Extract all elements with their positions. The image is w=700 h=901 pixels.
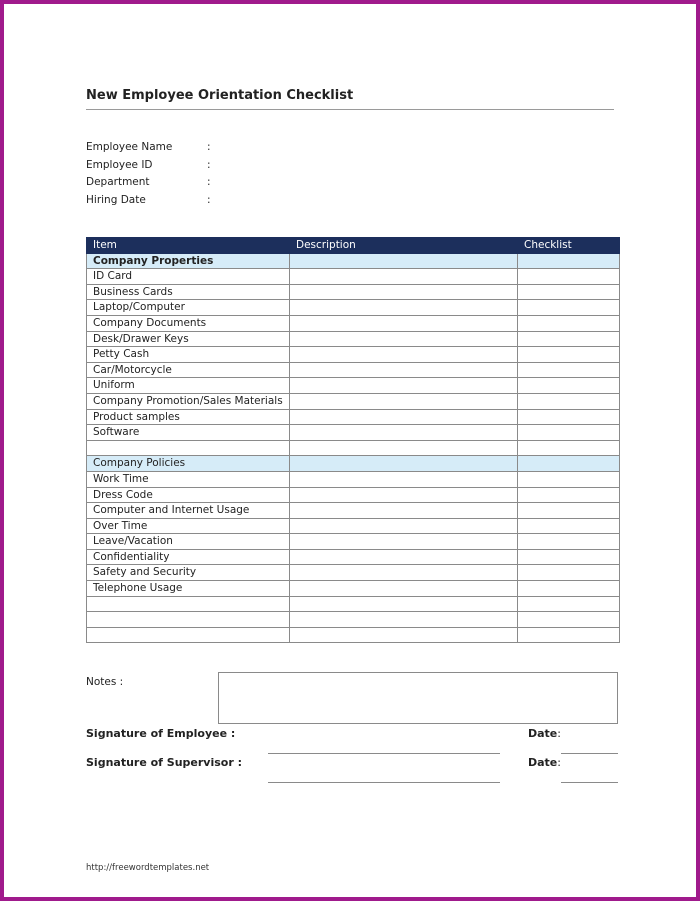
item-cell: Dress Code <box>87 487 290 503</box>
item-cell: ID Card <box>87 269 290 285</box>
item-cell: Business Cards <box>87 284 290 300</box>
item-cell: Desk/Drawer Keys <box>87 331 290 347</box>
item-cell: Company Promotion/Sales Materials <box>87 393 290 409</box>
date-colon: : <box>557 756 561 769</box>
item-cell: Company Documents <box>87 315 290 331</box>
supervisor-signature-label: Signature of Supervisor : <box>86 756 243 769</box>
date-colon: : <box>557 727 561 740</box>
employee-info-colon: : <box>207 158 211 171</box>
item-cell: Telephone Usage <box>87 581 290 597</box>
employee-info-label: Department <box>86 176 150 188</box>
page-title: New Employee Orientation Checklist <box>86 88 354 103</box>
item-cell: Laptop/Computer <box>87 300 290 316</box>
item-cell: Uniform <box>87 378 290 394</box>
header-checklist: Checklist <box>518 238 620 254</box>
item-cell: Computer and Internet Usage <box>87 503 290 519</box>
employee-info-label: Employee ID <box>86 158 153 171</box>
item-cell: Company Policies <box>87 456 290 472</box>
employee-info-label: Hiring Date <box>86 193 146 206</box>
header-item: Item <box>87 238 290 254</box>
notes-label: Notes : <box>86 676 124 688</box>
header-description: Description <box>290 238 518 254</box>
item-cell: Confidentiality <box>87 549 290 565</box>
employee-info-label: Employee Name <box>86 141 173 153</box>
item-cell: Software <box>87 425 290 441</box>
date-label-text: Date <box>528 727 558 740</box>
employee-signature-label: Signature of Employee : <box>86 727 236 740</box>
date-label-text: Date <box>528 756 558 769</box>
employee-info-colon: : <box>207 176 211 188</box>
item-cell: Petty Cash <box>87 347 290 363</box>
item-cell: Company Properties <box>87 253 290 269</box>
employee-info-colon: : <box>207 193 211 206</box>
item-cell: Work Time <box>87 471 290 487</box>
item-cell: Over Time <box>87 518 290 534</box>
footer-url[interactable]: http://freewordtemplates.net <box>86 863 210 873</box>
item-cell: Safety and Security <box>87 565 290 581</box>
item-cell: Leave/Vacation <box>87 534 290 550</box>
employee-info-colon: : <box>207 141 211 153</box>
item-cell: Car/Motorcycle <box>87 362 290 378</box>
item-cell: Product samples <box>87 409 290 425</box>
